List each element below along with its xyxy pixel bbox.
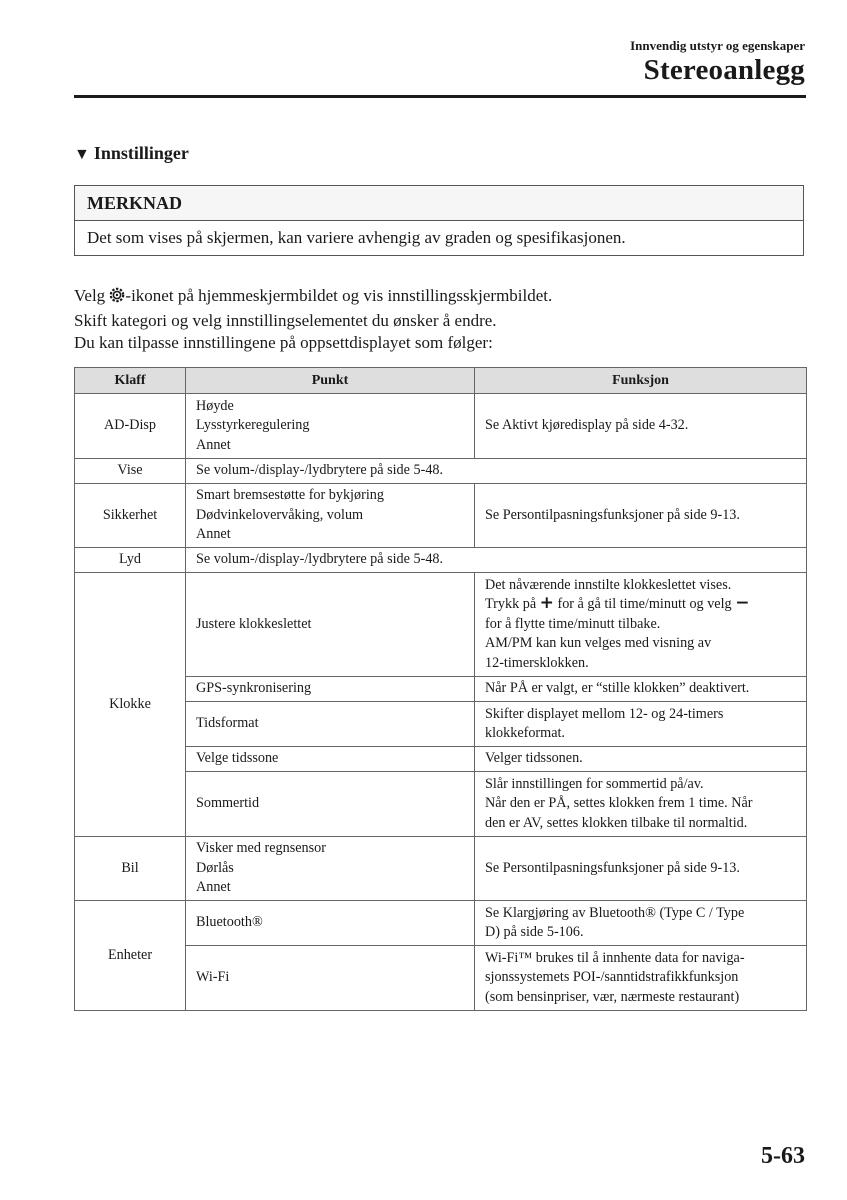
tab-cell: Lyd bbox=[75, 548, 186, 573]
item-cell: Justere klokkeslettet bbox=[186, 573, 475, 677]
function-cell bbox=[475, 772, 807, 837]
item-line: Annet bbox=[196, 436, 231, 453]
function-line: for å flytte time/minutt tilbake. bbox=[485, 615, 661, 632]
tab-cell: Enheter bbox=[75, 901, 186, 1011]
table-row bbox=[75, 901, 807, 946]
item-line: Annet bbox=[196, 526, 231, 543]
tab-cell: Sikkerhet bbox=[75, 484, 186, 548]
section-heading-text: Innstillinger bbox=[93, 143, 189, 163]
plus-icon: + bbox=[539, 593, 554, 614]
function-line: sjonssystemets POI-/sanntidstrafikkfunksjon bbox=[485, 969, 739, 986]
note-title: MERKNAD bbox=[75, 186, 803, 221]
item-line: Annet bbox=[196, 879, 231, 896]
intro-line-3: Du kan tilpasse innstillingene på oppsettdisplayet som følger: bbox=[74, 333, 493, 352]
item-line: Lysstyrkeregulering bbox=[196, 417, 310, 434]
header-rule bbox=[74, 95, 806, 98]
item-cell: Sommertid bbox=[186, 772, 475, 837]
note-body: Det som vises på skjermen, kan variere avhengig av graden og spesifikasjonen. bbox=[87, 228, 626, 247]
gear-icon bbox=[109, 287, 125, 310]
page-title: Stereoanlegg bbox=[643, 54, 805, 86]
tab-cell: Vise bbox=[75, 459, 186, 484]
function-line: Slår innstillingen for sommertid på/av. bbox=[485, 775, 704, 792]
function-cell: Se Persontilpasningsfunksjoner på side 9-13. bbox=[475, 837, 807, 901]
function-text: Trykk på bbox=[485, 596, 540, 613]
function-cell: Når PÅ er valgt, er “stille klokken” deaktivert. bbox=[475, 677, 807, 702]
function-line: 12-timersklokken. bbox=[485, 654, 589, 671]
triangle-down-icon: ▼ bbox=[74, 146, 90, 163]
table-row bbox=[75, 394, 807, 459]
item-line: Dødvinkelovervåking, volum bbox=[196, 506, 364, 523]
function-cell bbox=[475, 901, 807, 946]
column-header-funksjon: Funksjon bbox=[475, 368, 807, 394]
note-box bbox=[74, 185, 804, 256]
item-cell bbox=[186, 484, 475, 548]
function-line bbox=[485, 595, 796, 615]
function-cell: Velger tidssonen. bbox=[475, 747, 807, 772]
table-row bbox=[75, 484, 807, 548]
function-cell bbox=[475, 702, 807, 747]
item-cell: Wi-Fi bbox=[186, 946, 475, 1011]
tab-cell: Klokke bbox=[75, 573, 186, 837]
item-cell: Bluetooth® bbox=[186, 901, 475, 946]
function-cell bbox=[475, 573, 807, 677]
intro-line-1-pre: Velg bbox=[74, 286, 110, 305]
function-line: Wi-Fi™ brukes til å innhente data for naviga- bbox=[485, 949, 745, 966]
minus-icon: − bbox=[735, 593, 750, 614]
item-line: Dørlås bbox=[196, 859, 234, 876]
column-header-punkt: Punkt bbox=[186, 368, 475, 394]
item-line: Smart bremsestøtte for bykjøring bbox=[196, 487, 384, 504]
table-row bbox=[75, 837, 807, 901]
function-line: den er AV, settes klokken tilbake til normaltid. bbox=[485, 814, 748, 831]
function-line: klokkeformat. bbox=[485, 725, 565, 741]
table-header-row bbox=[75, 368, 807, 394]
section-heading bbox=[74, 143, 189, 164]
function-line: D) på side 5-106. bbox=[485, 924, 584, 940]
intro-text bbox=[74, 285, 814, 355]
function-cell: Se Aktivt kjøredisplay på side 4-32. bbox=[475, 394, 807, 459]
header-subtitle: Innvendig utstyr og egenskaper bbox=[630, 38, 805, 53]
item-cell: Se volum-/display-/lydbrytere på side 5-48. bbox=[186, 459, 807, 484]
item-cell: Se volum-/display-/lydbrytere på side 5-48. bbox=[186, 548, 807, 573]
item-line: Visker med regnsensor bbox=[196, 840, 326, 857]
item-cell: Velge tidssone bbox=[186, 747, 475, 772]
function-text: for å gå til time/minutt og velg bbox=[553, 596, 736, 613]
function-line: Det nåværende innstilte klokkeslettet vises. bbox=[485, 576, 732, 593]
settings-table bbox=[74, 367, 807, 1011]
table-row bbox=[75, 459, 807, 484]
function-line: AM/PM kan kun velges med visning av bbox=[485, 635, 712, 652]
item-cell bbox=[186, 837, 475, 901]
function-line: Se Klargjøring av Bluetooth® (Type C / Type bbox=[485, 904, 745, 921]
item-cell: GPS-synkronisering bbox=[186, 677, 475, 702]
column-header-klaff: Klaff bbox=[75, 368, 186, 394]
function-cell: Se Persontilpasningsfunksjoner på side 9-13. bbox=[475, 484, 807, 548]
intro-line-1-post: -ikonet på hjemmeskjermbildet og vis innstillingsskjermbildet. bbox=[125, 286, 553, 305]
item-line: Høyde bbox=[196, 397, 234, 414]
function-line: (som bensinpriser, vær, nærmeste restaurant) bbox=[485, 988, 740, 1005]
tab-cell: AD-Disp bbox=[75, 394, 186, 459]
table-row bbox=[75, 548, 807, 573]
function-line: Når den er PÅ, settes klokken frem 1 time. Når bbox=[485, 795, 753, 812]
tab-cell: Bil bbox=[75, 837, 186, 901]
function-line: Skifter displayet mellom 12- og 24-timers bbox=[485, 705, 724, 722]
intro-line-2: Skift kategori og velg innstillingselementet du ønsker å endre. bbox=[74, 310, 497, 330]
item-cell bbox=[186, 394, 475, 459]
item-cell: Tidsformat bbox=[186, 702, 475, 747]
page-number: 5-63 bbox=[761, 1143, 805, 1169]
intro-line-1 bbox=[74, 285, 814, 310]
table-row bbox=[75, 573, 807, 677]
function-cell bbox=[475, 946, 807, 1011]
